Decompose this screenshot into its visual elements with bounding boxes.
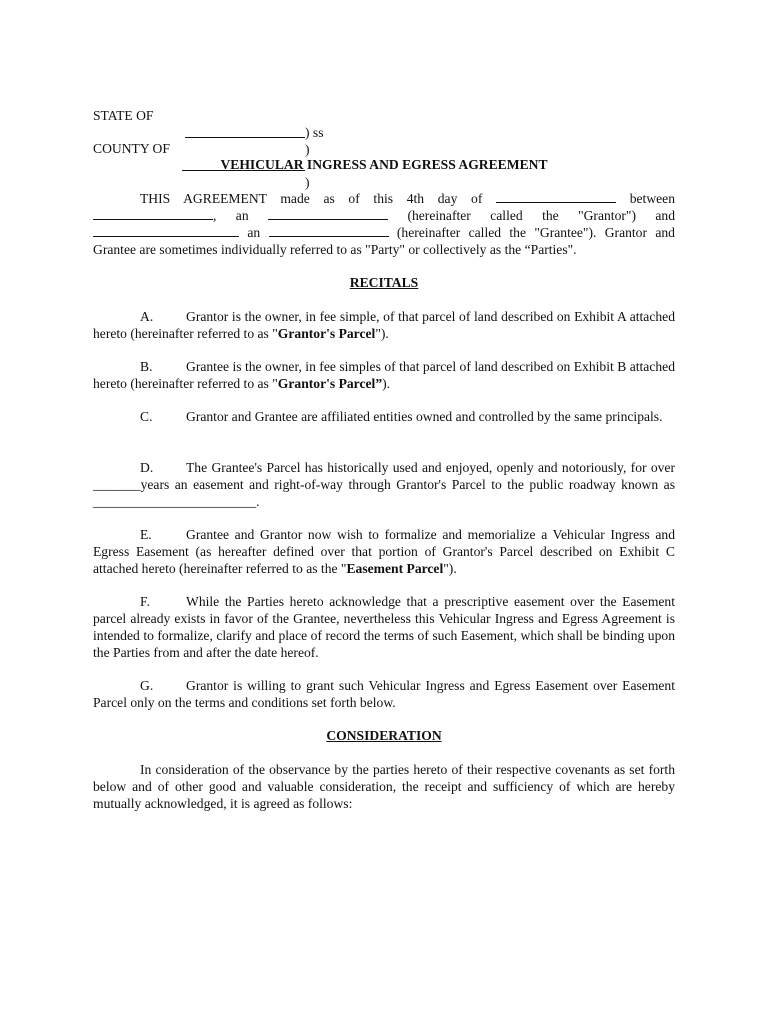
recital-g [93, 677, 675, 711]
recital-a-text: Grantor is the owner, in fee simple, of that parcel of land described on Exhibit A attached hereto (hereinafter referred to as " [93, 309, 675, 341]
intro-an-1: , an [213, 208, 249, 223]
recital-g-text: Grantor is willing to grant such Vehicular Ingress and Egress Easement over Easement Parcel only on the terms and conditions set forth below. [93, 678, 675, 710]
venue-block [93, 90, 353, 190]
state-label: STATE OF [93, 108, 154, 123]
recitals-heading: RECITALS [349, 275, 419, 290]
consideration-paragraph [93, 761, 675, 812]
date-blank [496, 190, 616, 203]
recital-e-bold: Easement Parcel [346, 561, 444, 576]
state-paren: ) [305, 142, 310, 157]
consideration-text: In consideration of the observance by the parties hereto of their respective covenants as set forth below and of other good and valuable consideration, the receipt and sufficiency of which are hereby mutually acknowledged, it is agreed as follows: [93, 762, 675, 811]
grantor-name-blank [93, 207, 213, 220]
recital-b-text-end: ). [382, 376, 391, 391]
recital-a-bold: Grantor's Parcel [277, 326, 376, 341]
recital-d-text: The Grantee's Parcel has historically used and enjoyed, openly and notoriously, for over [186, 460, 675, 475]
recital-e-letter: E. [140, 527, 152, 542]
county-label: COUNTY OF [93, 141, 170, 156]
grantee-name-blank [93, 224, 239, 237]
intro-an-2: an [247, 225, 261, 240]
recital-d [93, 459, 675, 510]
grantee-entity-blank [269, 224, 389, 237]
recital-c-text: Grantor and Grantee are affiliated entities owned and controlled by the same principals. [186, 409, 663, 424]
intro-grantee-def: (hereinafter called the "Grantee"). Grantor and Grantee are sometimes individually referred to as "Party" or collectively as the “Parties". [93, 225, 675, 257]
recital-b-bold: Grantor's Parcel” [277, 376, 383, 391]
roadway-blank: ________________________ [93, 494, 257, 509]
recital-c [93, 408, 675, 425]
county-paren: ) [305, 175, 310, 190]
recital-e [93, 526, 675, 577]
intro-between: between [629, 191, 676, 206]
recital-f-letter: F. [140, 594, 150, 609]
recital-d-letter: D. [140, 460, 154, 475]
recital-f [93, 593, 675, 661]
recital-e-text: Grantee and Grantor now wish to formalize and memorialize a Vehicular Ingress and Egress Easement (as hereafter defined over that portion of Grantor's Parcel described on Exhibit C attached hereto (hereinafter referred to as the " [93, 527, 675, 576]
years-blank: _______ [93, 477, 141, 492]
recital-g-letter: G. [140, 678, 154, 693]
recital-a-letter: A. [140, 309, 154, 324]
recital-b-letter: B. [140, 359, 153, 374]
recital-a [93, 308, 675, 342]
recital-a-text-end: "). [375, 326, 389, 341]
recital-d-text-2: years an easement and right-of-way through Grantor's Parcel to the public roadway known as [140, 477, 675, 492]
document-title: VEHICULAR INGRESS AND EGRESS AGREEMENT [220, 157, 548, 172]
intro-text-1: THIS AGREEMENT made as of this 4th day of [140, 191, 483, 206]
recital-b-text: Grantee is the owner, in fee simples of that parcel of land described on Exhibit B attached hereto (hereinafter referred to as " [93, 359, 675, 391]
ss-label: ) ss [305, 124, 324, 140]
grantor-entity-blank [268, 207, 388, 220]
recital-e-text-end: "). [443, 561, 457, 576]
recital-b [93, 358, 675, 392]
recital-c-letter: C. [140, 409, 153, 424]
intro-paragraph [93, 190, 675, 258]
recital-f-text: While the Parties hereto acknowledge that a prescriptive easement over the Easement parcel already exists in favor of the Grantee, nevertheless this Vehicular Ingress and Egress Agreement is intended to formalize, clarify and place of record the terms of such Easement, which shall be binding upon the Parties from and after the date hereof. [93, 594, 675, 660]
consideration-heading: CONSIDERATION [326, 728, 442, 743]
recital-d-text-3: . [256, 494, 260, 509]
intro-grantor-def: (hereinafter called the "Grantor") and [407, 208, 675, 223]
